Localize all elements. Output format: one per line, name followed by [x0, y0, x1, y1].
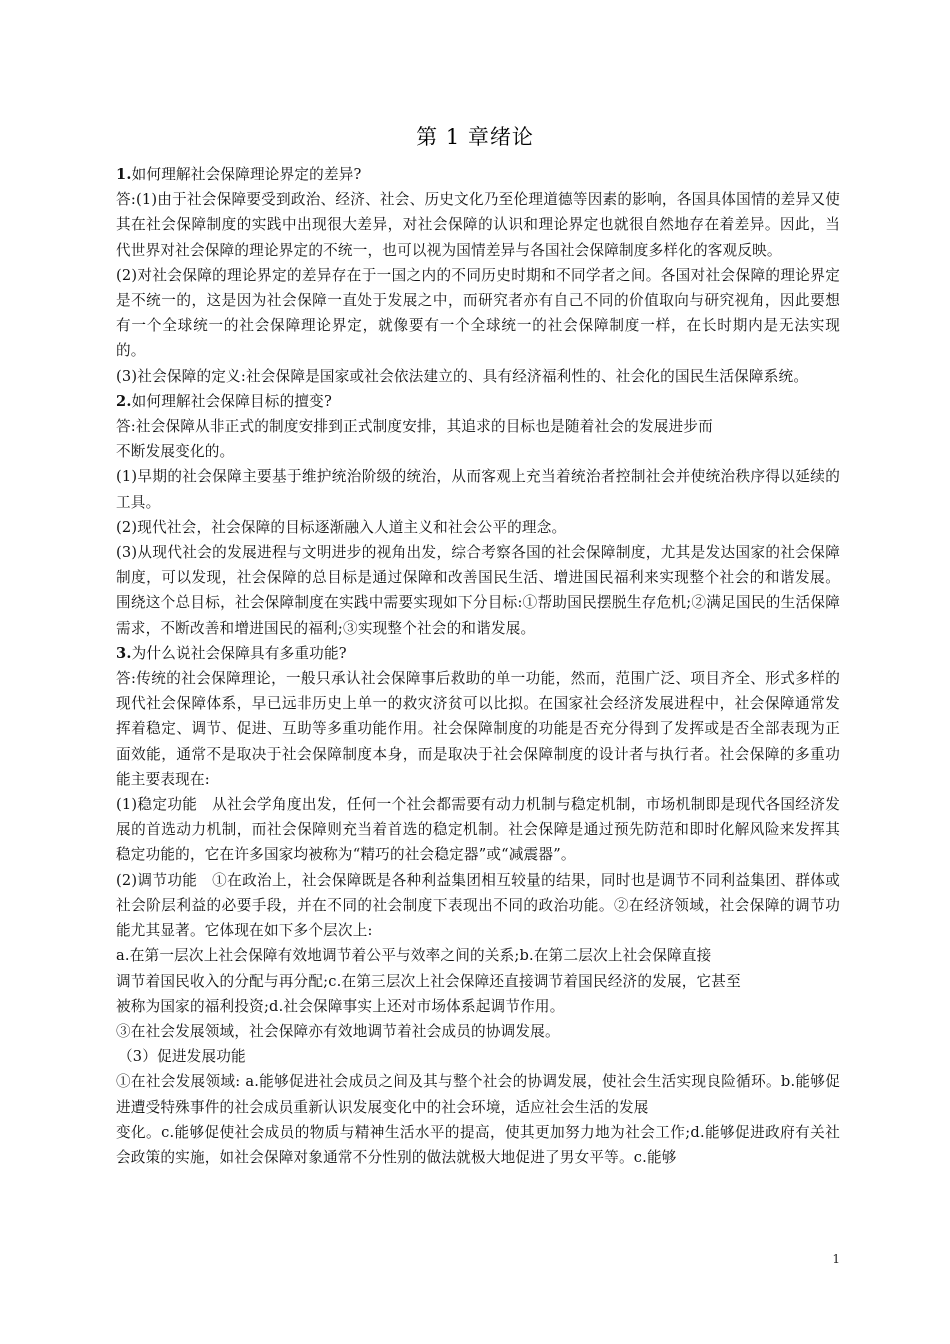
- chapter-title: 第 1 章绪论: [416, 125, 534, 149]
- answer-paragraph: (2)调节功能 ①在政治上，社会保障既是各种利益集团相互较量的结果，同时也是调节不同利益集团、群体或社会阶层利益的必要手段，并在不同的社会制度下表现出不同的政治功能。②在经济领域，社会保障的调节功能尤其显著。它体现在如下多个层次上:: [116, 871, 840, 940]
- answer-paragraph: 不断发展变化的。: [116, 443, 235, 461]
- answer-paragraph: (2)对社会保障的理论界定的差异存在于一国之内的不同历史时期和不同学者之间。各国对社会保障的理论界定是不统一的，这是因为社会保障一直处于发展之中，而研究者亦有自己不同的价值取向与研究视角，因此要想有一个全球统一的社会保障理论界定，就像要有一个全球统一的社会保障制度一样，在长时期内是无法实现的。: [116, 266, 840, 360]
- question-text: 为什么说社会保障具有多重功能?: [131, 644, 347, 662]
- question-heading: [116, 641, 840, 666]
- answer-paragraph: (2)现代社会，社会保障的目标逐渐融入人道主义和社会公平的理念。: [116, 518, 567, 536]
- page-number: 1: [832, 1252, 840, 1266]
- answer-paragraph: a.在第一层次上社会保障有效地调节着公平与效率之间的关系;b.在第二层次上社会保障直接: [116, 947, 712, 965]
- question-heading: [116, 389, 840, 414]
- document-body: [116, 162, 840, 1170]
- answer-paragraph: (1)稳定功能 从社会学角度出发，任何一个社会都需要有动力机制与稳定机制，市场机制即是现代各国经济发展的首选动力机制，而社会保障则充当着首选的稳定机制。社会保障是通过预先防范和即时化解风险来发挥其稳定功能的，它在许多国家均被称为“精巧的社会稳定器”或“减震器”。: [116, 796, 840, 864]
- answer-paragraph: 答:社会保障从非正式的制度安排到正式制度安排，其追求的目标也是随着社会的发展进步而: [116, 418, 713, 436]
- question-number: 3.: [116, 644, 132, 662]
- answer-paragraph: 答:(1)由于社会保障要受到政治、经济、社会、历史文化乃至伦理道德等因素的影响，各国具体国情的差异又使其在社会保障制度的实践中出现很大差异，对社会保障的认识和理论界定也就很自然地存在着差异。因此，当代世界对社会保障的理论界定的不统一，也可以视为国情差异与各国社会保障制度多样化的客观反映。: [116, 191, 840, 259]
- answer-paragraph: 被称为国家的福利投资;d.社会保障事实上还对市场体系起调节作用。: [116, 997, 565, 1015]
- answer-paragraph: (3)从现代社会的发展进程与文明进步的视角出发，综合考察各国的社会保障制度，尤其是发达国家的社会保障制度，可以发现，社会保障的总目标是通过保障和改善国民生活、增进国民福利来实现整个社会的和谐发展。围绕这个总目标，社会保障制度在实践中需要实现如下分目标:①帮助国民摆脱生存危机;②满足国民的生活保障需求，不断改善和增进国民的福利;③实现整个社会的和谐发展。: [116, 544, 840, 637]
- question-text: 如何理解社会保障理论界定的差异?: [131, 166, 362, 183]
- question-text: 如何理解社会保障目标的擅变?: [131, 392, 332, 410]
- answer-paragraph: 变化。c.能够促使社会成员的物质与精神生活水平的提高，使其更加努力地为社会工作;d.能够促进政府有关社会政策的实施，如社会保障对象通常不分性别的做法就极大地促进了男女平等。c.能够: [116, 1123, 840, 1166]
- answer-paragraph: (1)早期的社会保障主要基于维护统治阶级的统治，从而客观上充当着统治者控制社会并使统治秩序得以延续的工具。: [116, 468, 840, 511]
- question-number: 2.: [116, 392, 132, 410]
- question-heading: [116, 162, 840, 187]
- question-number: 1.: [116, 166, 132, 183]
- sub-heading: （3）促进发展功能: [118, 1048, 246, 1066]
- answer-paragraph: 答:传统的社会保障理论，一般只承认社会保障事后救助的单一功能，然而，范围广泛、项目齐全、形式多样的现代社会保障体系，早已远非历史上单一的救灾济贫可以比拟。在国家社会经济发展进程中，社会保障通常发挥着稳定、调节、促进、互助等多重功能作用。社会保障制度的功能是否充分得到了发挥或是否全部表现为正面效能，通常不是取决于社会保障制度本身，而是取决于社会保障制度的设计者与执行者。社会保障的多重功能主要表现在:: [116, 670, 840, 788]
- answer-paragraph: ①在社会发展领域: a.能够促进社会成员之间及其与整个社会的协调发展，使社会生活实现良险循环。b.能够促进遭受特殊事件的社会成员重新认识发展变化中的社会环境，适应社会生活的发展: [116, 1073, 840, 1116]
- answer-paragraph: ③在社会发展领域，社会保障亦有效地调节着社会成员的协调发展。: [116, 1022, 560, 1040]
- answer-paragraph: 调节着国民收入的分配与再分配;c.在第三层次上社会保障还直接调节着国民经济的发展，它甚至: [116, 972, 741, 990]
- answer-paragraph: (3)社会保障的定义:社会保障是国家或社会依法建立的、具有经济福利性的、社会化的国民生活保障系统。: [116, 367, 809, 385]
